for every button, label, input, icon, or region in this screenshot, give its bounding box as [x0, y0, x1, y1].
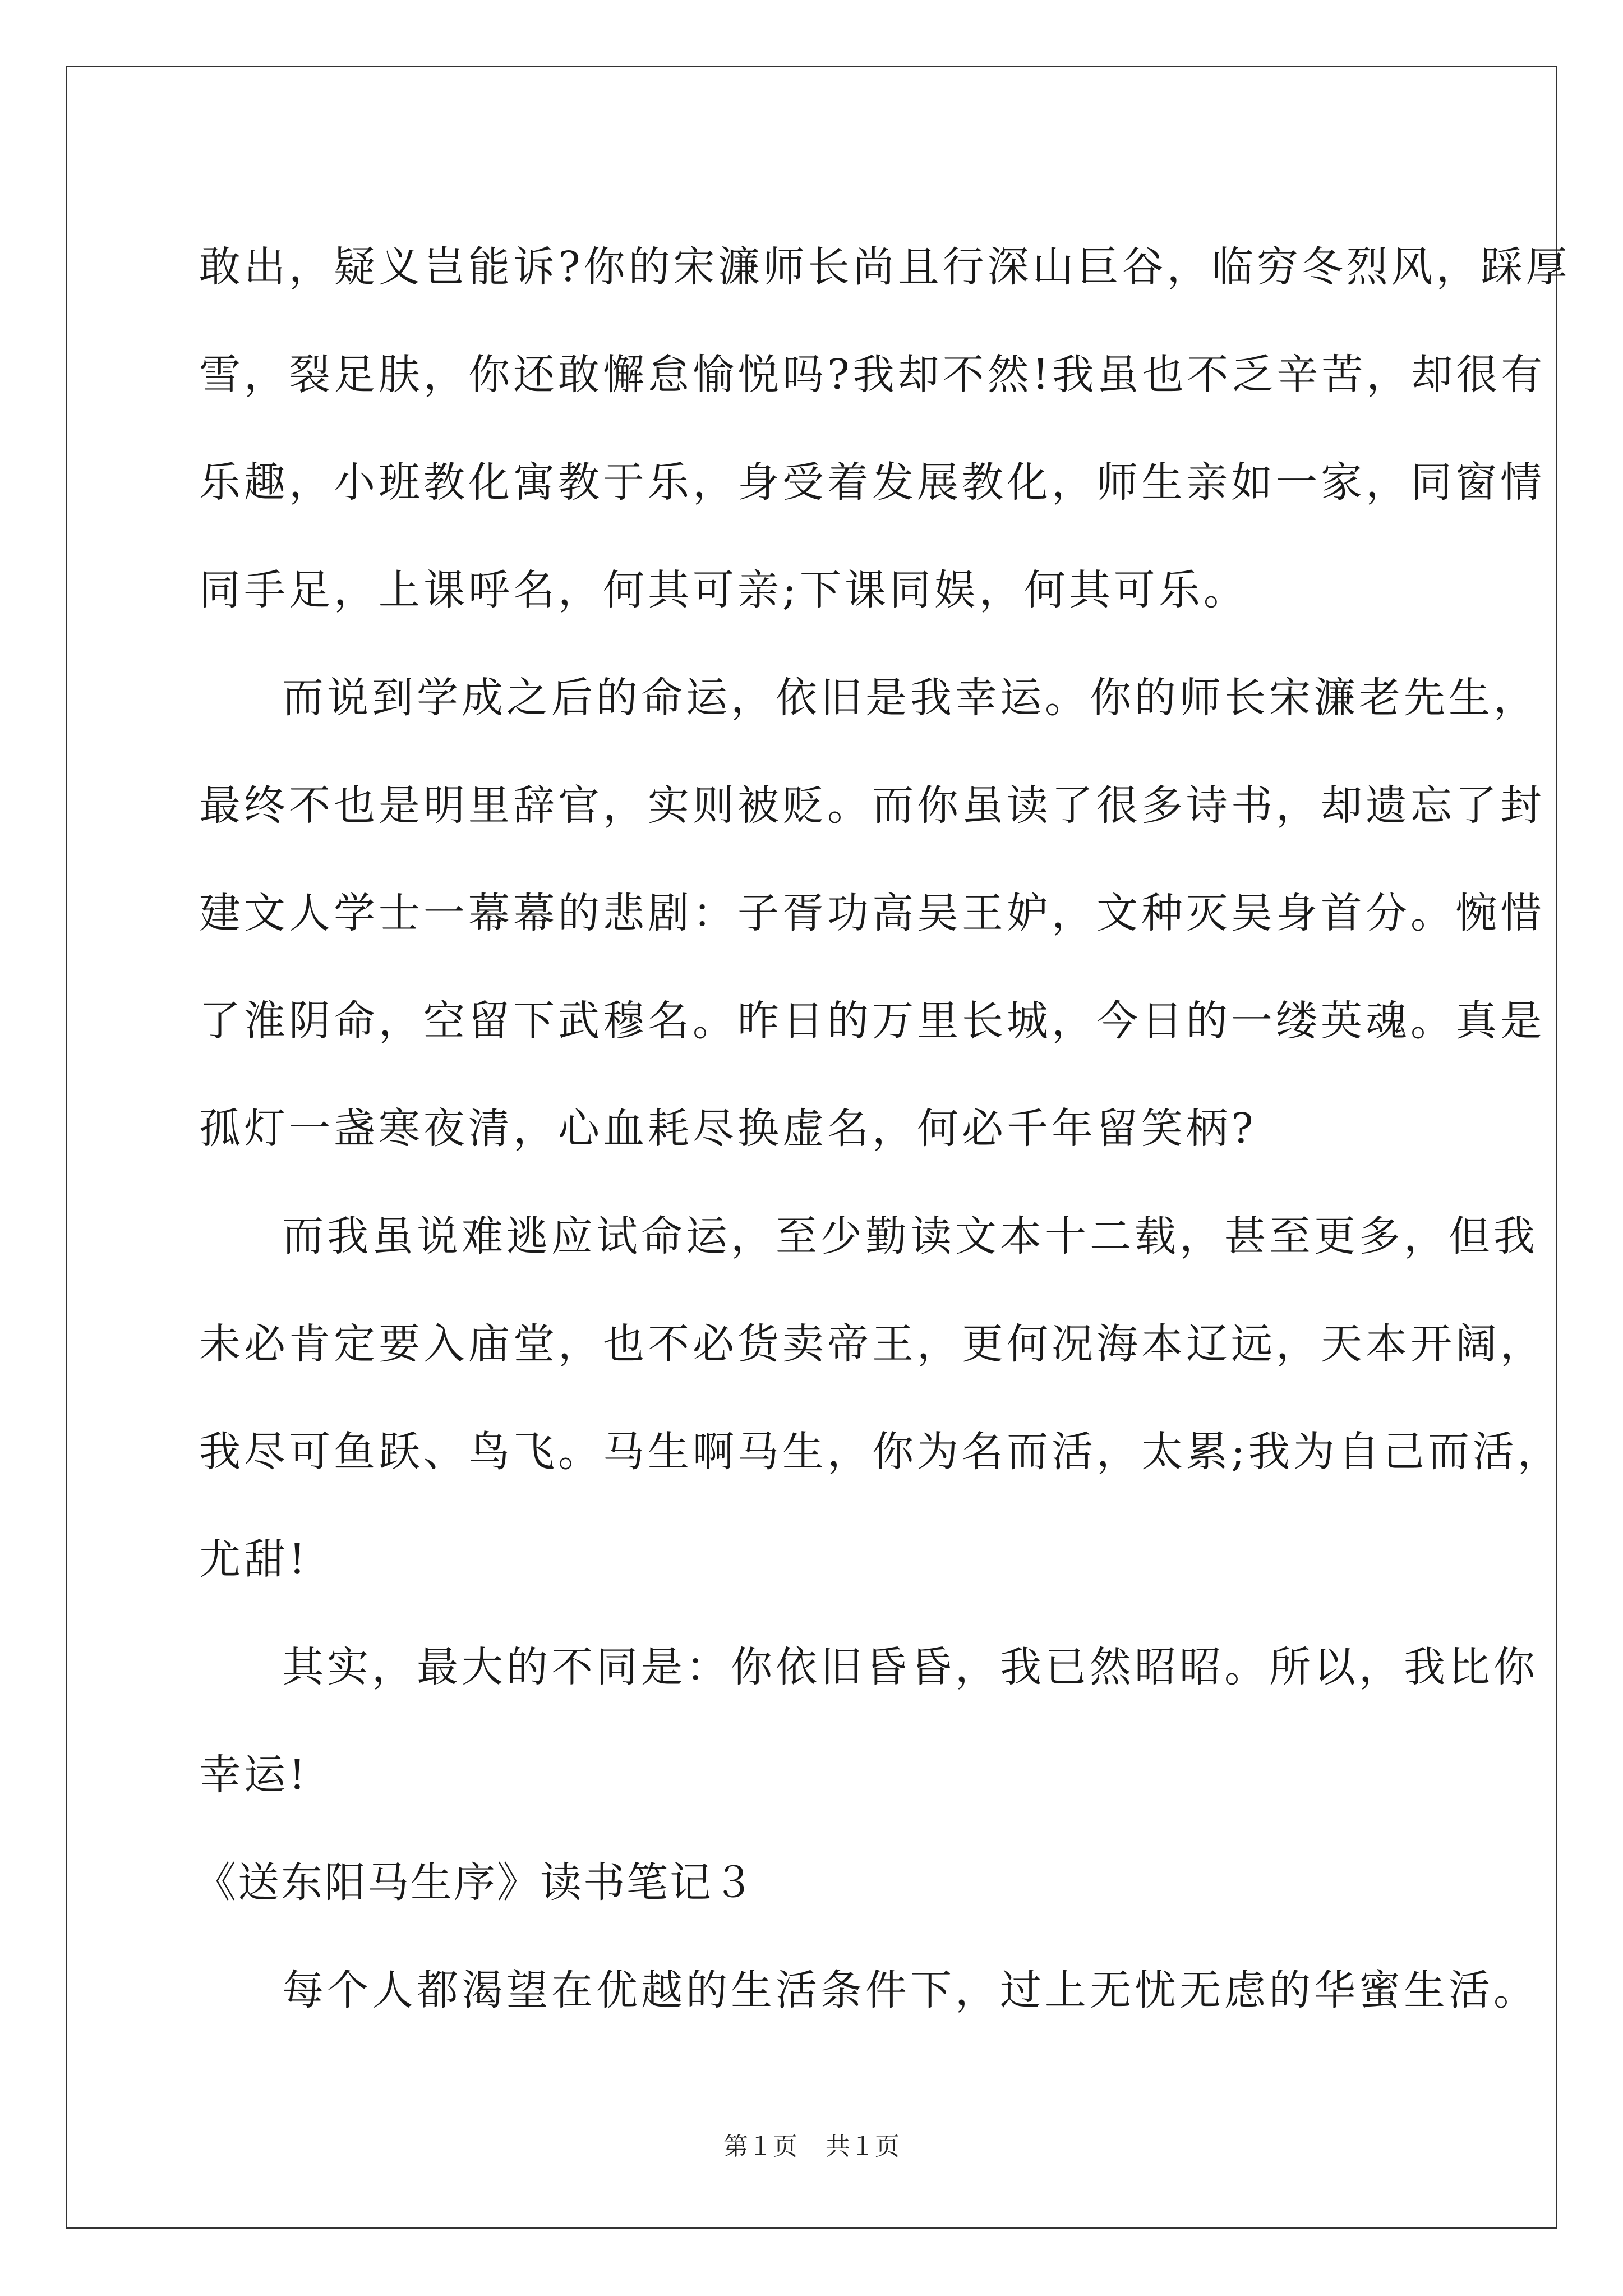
text-line: 敢出，疑义岂能诉?你的宋濂师长尚且行深山巨谷，临穷冬烈风，踩厚	[199, 243, 1571, 291]
text-line: 其实，最大的不同是：你依旧昏昏，我已然昭昭。所以，我比你	[282, 1643, 1538, 1691]
text-line: 了淮阴命，空留下武穆名。昨日的万里长城，今日的一缕英魂。真是	[199, 997, 1545, 1045]
page-footer	[0, 2126, 1623, 2162]
text-line: 建文人学士一幕幕的悲剧：子胥功高吴王妒，文种灭吴身首分。惋惜	[199, 889, 1545, 937]
text-line: 雪，裂足肤，你还敢懈怠愉悦吗?我却不然!我虽也不乏辛苦，却很有	[199, 351, 1546, 399]
document-body	[195, 213, 1571, 2044]
page-number-current: 第１页	[723, 2132, 797, 2161]
text-line: 幸运!	[199, 1751, 309, 1799]
text-line: 未必肯定要入庙堂，也不必货卖帝王，更何况海本辽远，天本开阔，	[199, 1320, 1545, 1368]
text-line: 我尽可鱼跃、鸟飞。马生啊马生，你为名而活，太累;我为自己而活，	[199, 1428, 1562, 1476]
text-line: 乐趣，小班教化寓教于乐，身受着发展教化，师生亲如一家，同窗情	[199, 458, 1545, 507]
text-line: 最终不也是明里辞官，实则被贬。而你虽读了很多诗书，却遗忘了封	[199, 781, 1545, 830]
section-heading: 《送东阳马生序》读书笔记３	[195, 1858, 756, 1907]
text-line: 每个人都渴望在优越的生活条件下，过上无忧无虑的华蜜生活。	[282, 1966, 1538, 2014]
text-line: 而我虽说难逃应试命运，至少勤读文本十二载，甚至更多，但我	[282, 1212, 1538, 1260]
text-line: 尤甜!	[199, 1535, 309, 1584]
text-line: 孤灯一盏寒夜清，心血耗尽换虚名，何必千年留笑柄?	[199, 1105, 1257, 1153]
text-line: 而说到学成之后的命运，依旧是我幸运。你的师长宋濂老先生，	[282, 674, 1538, 722]
page-number-total: 共１页	[826, 2132, 900, 2161]
text-line: 同手足，上课呼名，何其可亲;下课同娱，何其可乐。	[199, 566, 1248, 614]
